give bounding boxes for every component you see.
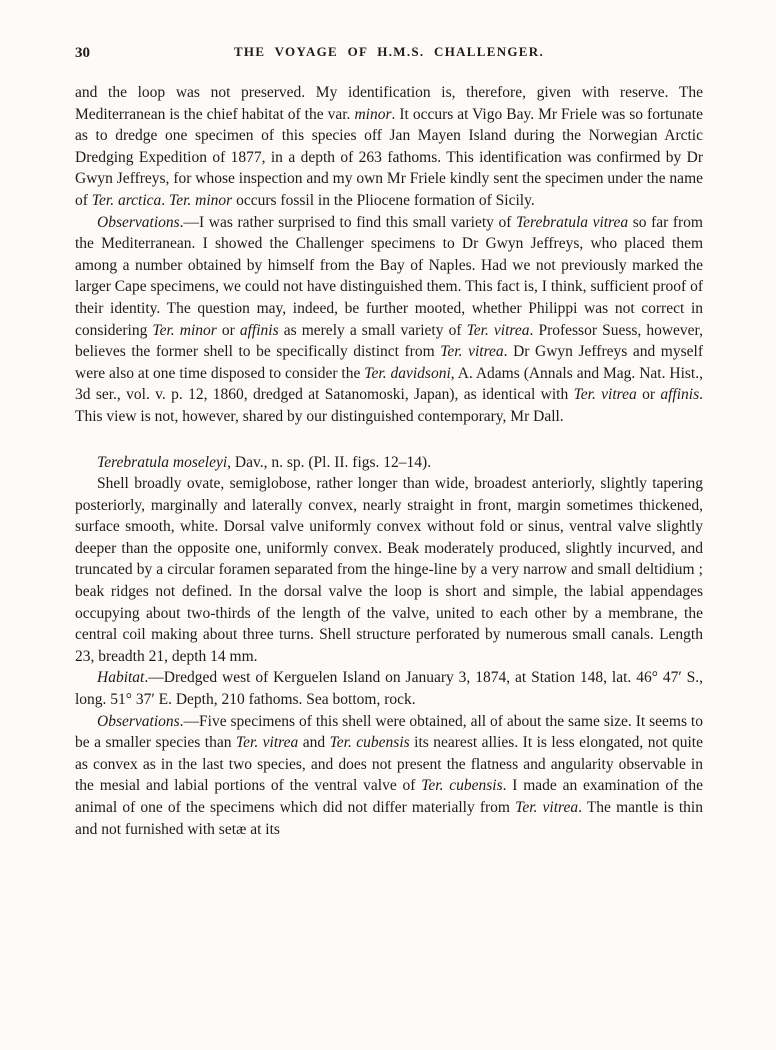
italic-text-segment: Ter. vitrea [235, 734, 299, 752]
italic-text-segment: Ter. vitrea [466, 321, 530, 339]
text-segment: .—Five specimens of this shell were obtained, all of about the same size. It seems to be a smaller species than [75, 712, 703, 752]
italic-text-segment: Ter. cubensis [329, 734, 410, 752]
page-number: 30 [75, 45, 90, 61]
text-segment: so far from the Mediterranean. I showed the Challenger specimens to Dr Gwyn Jeffreys, who placed them among a number obtained by himself from the Bay of Naples. Had we not previously marked the larger Cape specimens, we could not have distinguished them. This fact is, I think, sufficient proof of their identity. The question may, indeed, be further mooted, whether Philippi was not correct in considering [75, 213, 703, 339]
italic-text-segment: Habitat [97, 669, 145, 687]
italic-text-segment: Terebratula moseleyi [97, 453, 228, 471]
italic-text-segment: affinis [660, 386, 700, 404]
text-segment: . I made an examination of the animal of one of the specimens which did not differ materially from [75, 777, 704, 816]
italic-text-segment: Ter. vitrea [573, 386, 637, 404]
text-segment: . It occurs at Vigo Bay. Mr Friele was so fortunate as to dredge one specimen of this species off Jan Mayen Island during the Norwegian Arctic Dredging Expedition of 1877, in a depth of 263 fathoms. This identification was confirmed by Dr Gwyn Jeffreys, for whose inspection and my own Mr Friele kindly sent the specimen under the name of [75, 105, 703, 209]
text-segment: .—Dredged west of Kerguelen Island on January 3, 1874, at Station 148, lat. 46° 47′ S., long. 51° 37′ E. Depth, 210 fathoms. Sea bottom, rock. [75, 669, 703, 709]
paragraph-observations-terebratula-vitrea [75, 212, 703, 428]
text-segment: or [216, 321, 240, 339]
text-segment: Shell broadly ovate, semiglobose, rather longer than wide, broadest anteriorly, slightly tapering posteriorly, marginally and laterally convex, nearly straight in front, margin sometimes thickened, surface smooth, white. Dorsal valve uniformly convex without fold or sinus, ventral valve slightly deeper than the opposite one, uniformly convex. Beak moderately produced, slightly incurved, and truncated by a circular foramen separated from the hinge-line by a very narrow and small deltidium ; beak ridges not defined. In the dorsal valve the loop is short and simple, the labial appendages occupying about two-thirds of the length of the valve, united to each other by a membrane, the central coil making about three turns. Shell structure perforated by numerous small canals. Length 23, breadth 21, depth 14 mm. [75, 475, 703, 665]
italic-text-segment: Ter. davidsoni [364, 364, 451, 382]
paragraph-continuation [75, 82, 703, 212]
species-heading-terebratula-moseleyi [75, 452, 703, 474]
text-segment: its nearest allies. It is less elongated, not quite as convex as in the last two species, and does not present the flatness and angularity observable in the mesial and labial portions of the ventral valve of [75, 734, 703, 795]
page-body [75, 82, 703, 840]
page-header [75, 44, 703, 64]
text-segment: .—I was rather surprised to find this small variety of [179, 213, 516, 231]
italic-text-segment: Ter. minor [152, 321, 217, 339]
italic-text-segment: Terebratula vitrea [515, 213, 629, 231]
text-segment: and the loop was not preserved. My identification is, therefore, given with reserve. The Mediterranean is the chief habitat of the var. [75, 84, 703, 123]
text-segment: , Dav., n. sp. (Pl. II. figs. 12–14). [227, 453, 432, 471]
text-segment: as merely a small variety of [278, 321, 467, 339]
text-segment: , A. Adams (Annals and Mag. Nat. Hist., 3d ser., vol. v. p. 12, 1860, dredged at Satanomoski, Japan), as identical with [75, 364, 703, 404]
text-segment: . [161, 191, 170, 209]
text-segment: . This view is not, however, shared by our distinguished contemporary, Mr Dall. [75, 386, 703, 425]
italic-text-segment: affinis [239, 321, 279, 339]
paragraph-habitat [75, 667, 703, 710]
italic-text-segment: Ter. vitrea [515, 799, 579, 816]
running-title: THE VOYAGE OF H.M.S. CHALLENGER. [233, 44, 545, 59]
paragraph-observations-specimens [75, 711, 703, 841]
text-segment: . The mantle is thin and not furnished with setæ at its [75, 799, 703, 838]
text-segment: or [636, 386, 661, 404]
text-segment: occurs fossil in the Pliocene formation of Sicily. [232, 191, 535, 209]
italic-text-segment: Ter. minor [169, 191, 233, 209]
italic-text-segment: Ter. vitrea [440, 343, 504, 361]
italic-text-segment: minor [354, 105, 392, 123]
italic-text-segment: Observations [97, 712, 180, 730]
paragraph-shell-description [75, 473, 703, 667]
italic-text-segment: Ter. arctica [91, 191, 162, 209]
italic-text-segment: Ter. cubensis [421, 777, 503, 795]
text-segment: . Dr Gwyn Jeffreys and myself were also at one time disposed to consider the [75, 343, 703, 382]
text-segment: . Professor Suess, however, believes the former shell to be specifically distinct from [75, 321, 703, 361]
text-segment: and [298, 734, 330, 752]
italic-text-segment: Observations [97, 213, 180, 231]
